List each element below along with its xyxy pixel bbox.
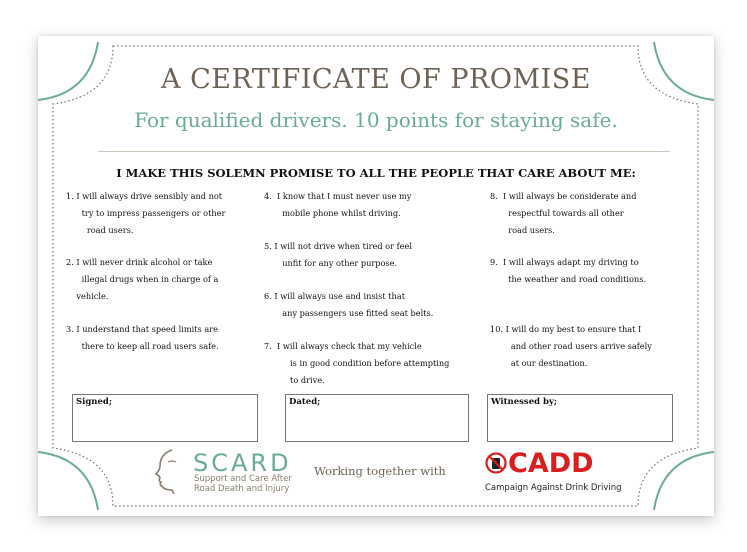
promise-item-6: 6. I will always use and insist that any passengers use fitted seat belts. [264, 291, 434, 318]
promise-item-3: 3. I understand that speed limits are there to keep all road users safe. [66, 324, 219, 351]
scard-tagline [194, 474, 292, 494]
certificate-card [38, 36, 714, 516]
promise-item-9: 9. I will always adapt my driving to the weather and road conditions. [490, 257, 647, 284]
dated-label: Dated; [289, 397, 321, 407]
certificate-subtitle: For qualified drivers. 10 points for staying safe. [134, 108, 618, 132]
promise-heading: I MAKE THIS SOLEMN PROMISE TO ALL THE PEOPLE THAT CARE ABOUT ME: [116, 166, 636, 180]
scard-logo-text: SCARD [193, 449, 292, 477]
divider [98, 151, 670, 152]
cadd-tagline: Campaign Against Drink Driving [485, 483, 622, 493]
promise-item-7: 7. I will always check that my vehicle is in good condition before attempting to drive. [264, 341, 450, 385]
cadd-logo-text: CADD [508, 448, 594, 479]
promise-item-8: 8. I will always be considerate and respectful towards all other road users. [490, 191, 637, 235]
scard-face-logo-icon [150, 448, 190, 494]
scard-tagline-line-1: Support and Care After [194, 474, 292, 484]
signed-label: Signed; [76, 397, 112, 407]
witnessed-label: Witnessed by; [491, 397, 558, 407]
signed-field[interactable] [72, 394, 258, 442]
promise-item-4: 4. I know that I must never use my mobile phone whilst driving. [264, 191, 412, 218]
no-drink-driving-icon [485, 452, 507, 474]
certificate-title: A CERTIFICATE OF PROMISE [161, 64, 591, 95]
scard-tagline-line-2: Road Death and Injury [194, 484, 290, 494]
dated-field[interactable] [285, 394, 469, 442]
witnessed-field[interactable] [487, 394, 673, 442]
promise-item-1: 1. I will always drive sensibly and not try to impress passengers or other road users. [66, 191, 226, 235]
promise-item-5: 5. I will not drive when tired or feel unfit for any other purpose. [264, 241, 412, 268]
working-together-text: Working together with [314, 464, 446, 478]
promise-item-2: 2. I will never drink alcohol or take illegal drugs when in charge of a vehicle. [66, 257, 219, 301]
promise-item-10: 10. I will do my best to ensure that I and other road users arrive safely at our destination. [490, 324, 652, 368]
